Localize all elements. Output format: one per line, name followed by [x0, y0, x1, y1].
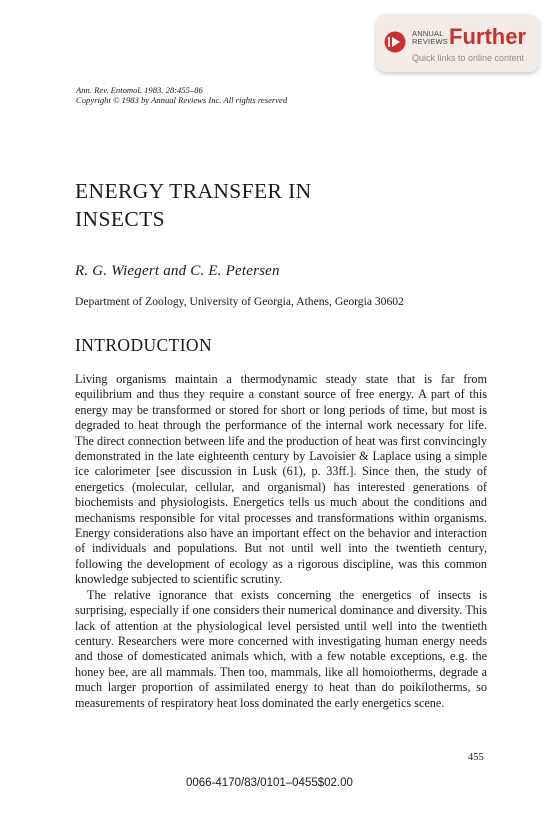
annual-reviews-logo-icon: [384, 31, 406, 53]
badge-line1: ANNUAL: [412, 29, 444, 38]
article-code: 0066-4170/83/0101–0455$02.00: [186, 777, 353, 789]
journal-header: [76, 85, 287, 105]
annual-reviews-label: [412, 30, 448, 46]
badge-line2: REVIEWS: [412, 37, 448, 46]
journal-citation: Ann. Rev. Entomol. 1983. 28:455–86: [76, 85, 203, 95]
further-word: Further: [449, 24, 526, 49]
article-body: [75, 372, 487, 711]
paragraph: Living organisms maintain a thermodynamic steady state that is far from equilibrium and thus they require a constant source of free energy. A part of this energy may be transformed or stored for short or long periods of time, but most is degraded to heat through the performance of the internal work necessary for life. The direct connection between life and the production of heat was first convincingly demonstrated in the late eighteenth century by Lavoisier & Laplace using a simple ice calorimeter [see discussion in Lusk (61), p. 33ff.]. Since then, the study of energetics (molecular, cellular, and organismal) has interested generations of biochemists and physiologists. Energetics tells us much about the conditions and mechanisms responsible for vital processes and transformations within organisms. Energy considerations also have an important effect on the behavior and interaction of individuals and populations. But not until well into the twentieth century, following the development of ecology as a rigorous discipline, was this common knowledge subjected to scientific scrutiny.: [75, 372, 487, 587]
affiliation: Department of Zoology, University of Georgia, Athens, Georgia 30602: [75, 295, 404, 308]
article-title: [75, 177, 312, 233]
further-badge[interactable]: [376, 14, 539, 72]
authors: R. G. Wiegert and C. E. Petersen: [75, 263, 280, 279]
page-number: 455: [468, 752, 484, 763]
title-line-1: ENERGY TRANSFER IN: [75, 179, 312, 203]
title-line-2: INSECTS: [75, 207, 166, 231]
section-heading: INTRODUCTION: [75, 335, 213, 355]
paragraph: The relative ignorance that exists concerning the energetics of insects is surprising, especially if one considers their numerical dominance and diversity. This lack of attention at the physiological level persisted until well into the twentieth century. Researchers were more concerned with investigating human energy needs and those of domesticated animals which, with a few notable exceptions, e.g. the honey bee, are all mammals. Then too, mammals, like all homoiotherms, degrade a much larger proportion of assimilated energy to heat than do poikilotherms, so measurements of respiratory heat loss dominated the early energetics scene.: [75, 587, 487, 710]
further-subtitle: Quick links to online content: [412, 53, 525, 63]
journal-copyright: Copyright © 1983 by Annual Reviews Inc. All rights reserved: [76, 95, 288, 105]
